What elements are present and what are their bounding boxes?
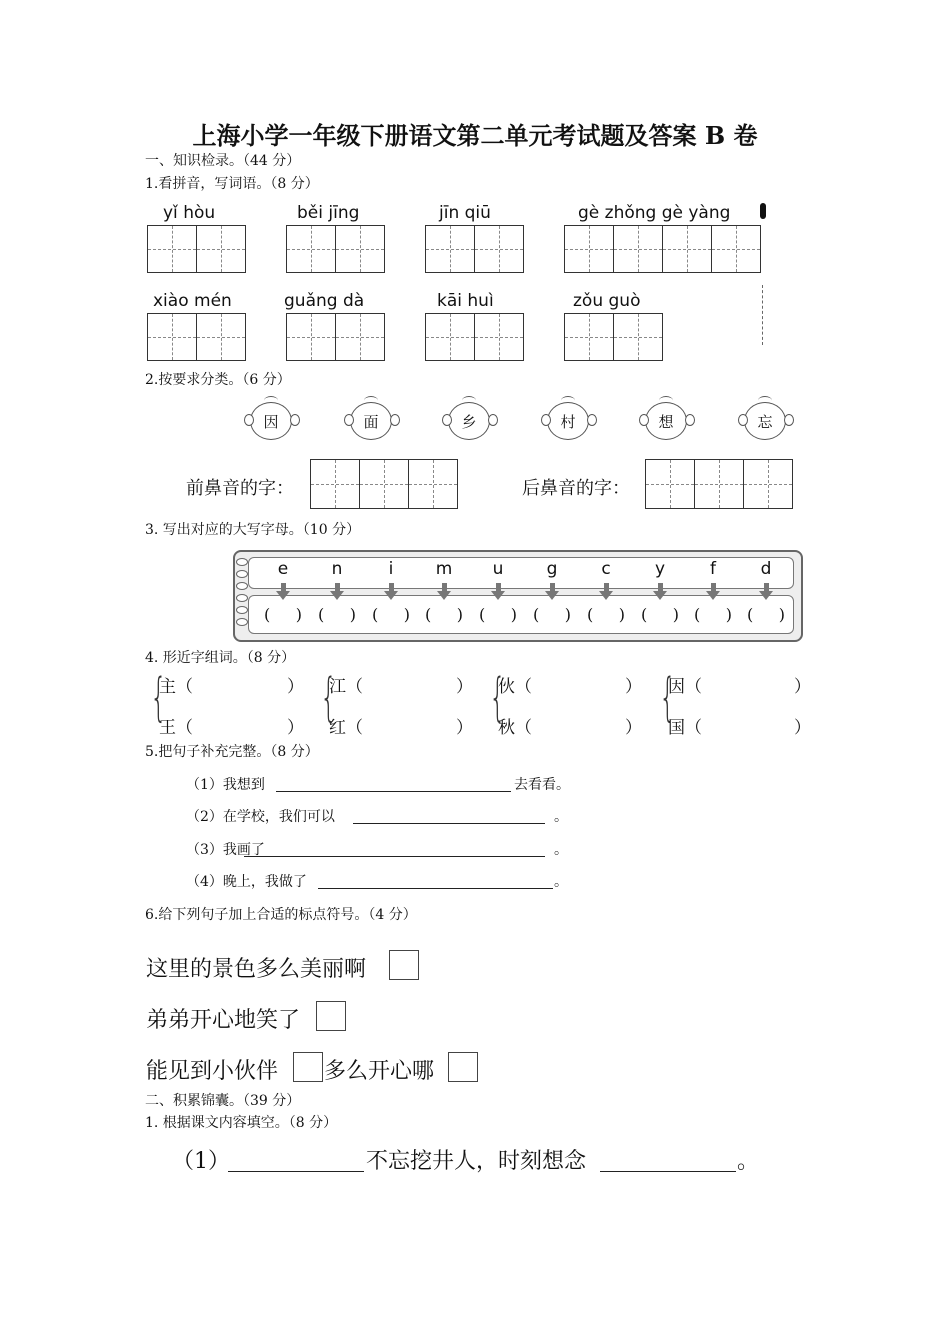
uppercase-answer-slot[interactable]: ( ): [694, 605, 732, 624]
lowercase-letter: n: [331, 559, 343, 579]
paren-close: ）: [287, 718, 304, 738]
uppercase-answer-slot[interactable]: ( ): [479, 605, 517, 624]
uppercase-answer-slot[interactable]: ( ): [318, 605, 356, 624]
q1-heading: 1.看拼音，写词语。（8 分）: [145, 176, 319, 192]
part1-heading: 一、知识检录。（44 分）: [145, 153, 301, 169]
similar-char: 江（: [329, 677, 363, 697]
binder-ring: [236, 606, 248, 614]
down-arrow-icon: [496, 583, 501, 591]
scan-mark: [762, 285, 764, 345]
back-nasal-grid[interactable]: [645, 459, 793, 509]
writing-grid[interactable]: [147, 225, 246, 273]
writing-grid[interactable]: [147, 313, 246, 361]
face-char: 忘: [744, 402, 786, 440]
down-arrow-icon: [604, 583, 609, 591]
q3-heading: 3. 写出对应的大写字母。（10 分）: [145, 522, 361, 538]
pinyin: gè zhǒng gè yàng: [578, 203, 731, 223]
writing-grid[interactable]: [286, 313, 385, 361]
p2q1-heading: 1. 根据课文内容填空。（8 分）: [145, 1115, 338, 1131]
uppercase-answer-slot[interactable]: ( ): [372, 605, 410, 624]
similar-char: 伙（: [498, 677, 532, 697]
similar-char: 王（: [159, 718, 193, 738]
writing-grid[interactable]: [425, 313, 524, 361]
lowercase-letter: e: [277, 559, 289, 579]
uppercase-answer-slot[interactable]: ( ): [533, 605, 571, 624]
punctuation-box[interactable]: [316, 1001, 346, 1031]
sentence-prefix: （1）我想到: [186, 777, 265, 793]
q4-heading: 4. 形近字组词。（8 分）: [145, 650, 296, 666]
answer-line[interactable]: [228, 1170, 364, 1172]
binder-ring: [236, 618, 248, 626]
pinyin: yǐ hòu: [163, 203, 216, 223]
pinyin: jīn qiū: [439, 203, 491, 223]
pinyin: běi jīng: [297, 203, 360, 223]
answer-line[interactable]: [276, 790, 511, 792]
answer-line[interactable]: [318, 887, 553, 889]
uppercase-answer-slot[interactable]: ( ): [641, 605, 679, 624]
down-arrow-icon: [764, 583, 769, 591]
down-arrow-icon: [706, 591, 720, 600]
front-nasal-grid[interactable]: [310, 459, 458, 509]
down-arrow-icon: [330, 591, 344, 600]
paren-close: ）: [456, 718, 473, 738]
uppercase-answer-slot[interactable]: ( ): [264, 605, 302, 624]
paren-close: ）: [625, 677, 642, 697]
punctuation-box[interactable]: [448, 1052, 478, 1082]
similar-char: 因（: [668, 677, 702, 697]
down-arrow-icon: [545, 591, 559, 600]
writing-grid[interactable]: [286, 225, 385, 273]
writing-grid[interactable]: [425, 225, 524, 273]
down-arrow-icon: [276, 591, 290, 600]
sentence-suffix: 。: [554, 842, 568, 858]
writing-grid[interactable]: [564, 313, 663, 361]
q6-heading: 6.给下列句子加上合适的标点符号。（4 分）: [145, 907, 417, 923]
paren-close: ）: [456, 677, 473, 697]
q5-heading: 5.把句子补充完整。（8 分）: [145, 744, 319, 760]
q2-heading: 2.按要求分类。（6 分）: [145, 372, 291, 388]
similar-char: 红（: [329, 718, 363, 738]
face-char: 想: [645, 402, 687, 440]
pinyin: xiào mén: [153, 291, 232, 311]
down-arrow-icon: [599, 591, 613, 600]
pinyin: guǎng dà: [284, 291, 365, 311]
down-arrow-icon: [442, 583, 447, 591]
similar-char: 主（: [159, 677, 193, 697]
down-arrow-icon: [335, 583, 340, 591]
face-char: 面: [350, 402, 392, 440]
binder-ring: [236, 570, 248, 578]
down-arrow-icon: [437, 591, 451, 600]
sentence-prefix: （4）晚上，我做了: [186, 874, 307, 890]
lowercase-letter: i: [388, 559, 394, 579]
uppercase-answer-slot[interactable]: ( ): [425, 605, 463, 624]
paren-close: ）: [287, 677, 304, 697]
down-arrow-icon: [384, 591, 398, 600]
down-arrow-icon: [658, 583, 663, 591]
paren-close: ）: [794, 718, 811, 738]
uppercase-answer-slot[interactable]: ( ): [587, 605, 625, 624]
item-number: （1）: [172, 1149, 230, 1174]
binder-ring: [236, 558, 248, 566]
lowercase-letter: y: [654, 559, 666, 579]
sentence-suffix: 。: [554, 874, 568, 890]
brace-icon: {: [150, 668, 167, 728]
sentence: 能见到小伙伴: [146, 1059, 279, 1084]
similar-char: 国（: [668, 718, 702, 738]
part2-heading: 二、积累锦囊。（39 分）: [145, 1093, 301, 1109]
answer-line[interactable]: [353, 822, 545, 824]
sentence: 多么开心哪: [324, 1059, 435, 1084]
lowercase-letter: f: [710, 559, 716, 579]
lowercase-letter: m: [435, 559, 453, 579]
writing-grid[interactable]: [564, 225, 761, 273]
pinyin: zǒu guò: [573, 291, 641, 311]
sentence-suffix: 去看看。: [514, 777, 570, 793]
pinyin: kāi huì: [437, 291, 494, 311]
answer-line[interactable]: [244, 855, 545, 857]
down-arrow-icon: [491, 591, 505, 600]
down-arrow-icon: [281, 583, 286, 591]
sentence-suffix: 。: [554, 809, 568, 825]
front-nasal-label: 前鼻音的字：: [186, 478, 294, 499]
answer-line[interactable]: [600, 1170, 736, 1172]
back-nasal-label: 后鼻音的字：: [522, 478, 630, 499]
brace-icon: {: [320, 668, 337, 728]
face-char: 乡: [448, 402, 490, 440]
sentence: 弟弟开心地笑了: [146, 1008, 301, 1033]
down-arrow-icon: [389, 583, 394, 591]
page-title: 上海小学一年级下册语文第二单元考试题及答案 B 卷: [192, 121, 758, 150]
down-arrow-icon: [550, 583, 555, 591]
fill-sentence: 不忘挖井人，时刻想念: [366, 1149, 587, 1174]
down-arrow-icon: [759, 591, 773, 600]
lowercase-letter: c: [601, 559, 611, 579]
face-char: 因: [250, 402, 292, 440]
punctuation-box[interactable]: [293, 1052, 323, 1082]
sentence-end: 。: [737, 1149, 760, 1174]
scan-mark: [760, 203, 766, 219]
down-arrow-icon: [653, 591, 667, 600]
brace-icon: {: [659, 668, 676, 728]
sentence-prefix: （2）在学校，我们可以: [186, 809, 335, 825]
face-char: 村: [547, 402, 589, 440]
similar-char: 秋（: [498, 718, 532, 738]
punctuation-box[interactable]: [389, 950, 419, 980]
lowercase-letter: d: [760, 559, 772, 579]
lowercase-letter: g: [546, 559, 558, 579]
binder-ring: [236, 594, 248, 602]
uppercase-answer-slot[interactable]: ( ): [747, 605, 785, 624]
paren-close: ）: [625, 718, 642, 738]
brace-icon: {: [489, 668, 506, 728]
paren-close: ）: [794, 677, 811, 697]
binder-ring: [236, 582, 248, 590]
sentence-prefix: （3）我画了: [186, 842, 265, 858]
down-arrow-icon: [711, 583, 716, 591]
lowercase-letter: u: [492, 559, 504, 579]
sentence: 这里的景色多么美丽啊: [146, 957, 367, 982]
